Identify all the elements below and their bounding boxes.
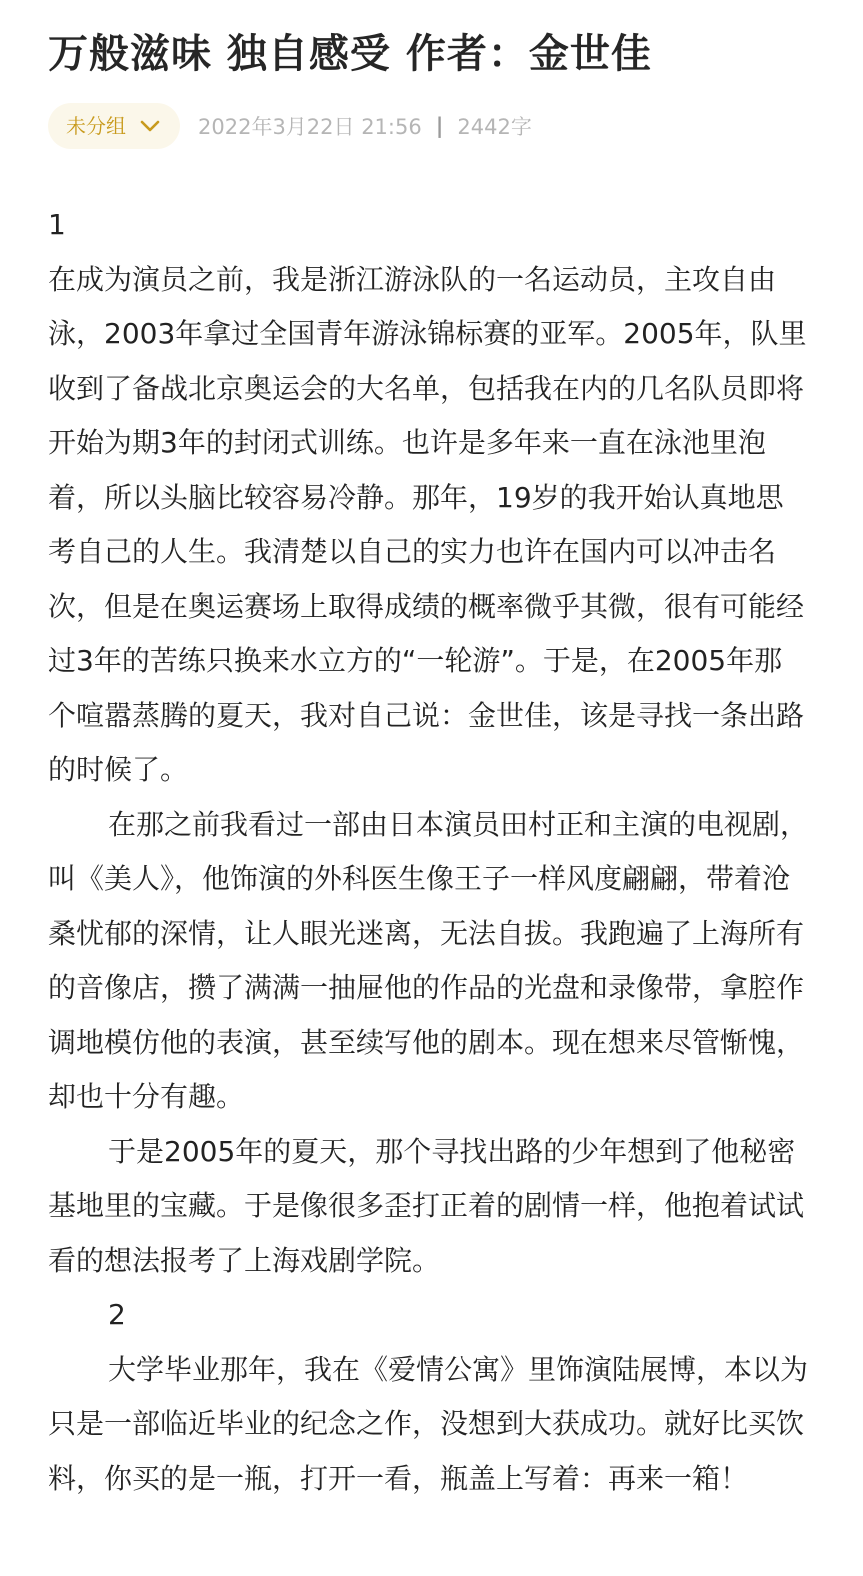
paragraph: 在那之前我看过一部由日本演员田村正和主演的电视剧，叫《美人》，他饰演的外科医生像王子一样风度翩翩，带着沧桑忧郁的深情，让人眼光迷离，无法自拔。我跑遍了上海所有的音像店，攒了满满一抽屉他的作品的光盘和录像带，拿腔作调地模仿他的表演，甚至续写他的剧本。现在想来尽管惭愧，却也十分有趣。 xyxy=(48,807,809,1113)
article-title: 万般滋味 独自感受 作者：金世佳 xyxy=(48,31,652,77)
group-label: 未分组 xyxy=(66,114,126,138)
article-date: 2022年3月22日 21:56 xyxy=(198,115,422,139)
article-body xyxy=(48,198,810,1506)
meta-info xyxy=(198,111,532,141)
section-number: 2 xyxy=(108,1298,126,1331)
group-selector[interactable] xyxy=(48,103,180,149)
word-count: 2442字 xyxy=(457,115,532,139)
article-meta xyxy=(48,103,532,149)
meta-separator: | xyxy=(435,114,444,138)
section-number: 1 xyxy=(48,208,66,241)
paragraph: 在成为演员之前，我是浙江游泳队的一名运动员，主攻自由泳，2003年拿过全国青年游泳锦标赛的亚军。2005年，队里收到了备战北京奥运会的大名单，包括我在内的几名队员即将开始为期3年的封闭式训练。也许是多年来一直在泳池里泡着，所以头脑比较容易冷静。那年，19岁的我开始认真地思考自己的人生。我清楚以自己的实力也许在国内可以冲击名次，但是在奥运赛场上取得成绩的概率微乎其微，很有可能经过3年的苦练只换来水立方的“一轮游”。于是，在2005年那个喧嚣蒸腾的夏天，我对自己说：金世佳，该是寻找一条出路的时候了。 xyxy=(48,262,807,786)
paragraph: 大学毕业那年，我在《爱情公寓》里饰演陆展博，本以为只是一部临近毕业的纪念之作，没想到大获成功。就好比买饮料，你买的是一瓶，打开一看，瓶盖上写着：再来一箱！ xyxy=(48,1352,809,1495)
chevron-down-icon xyxy=(138,114,162,138)
paragraph: 于是2005年的夏天，那个寻找出路的少年想到了他秘密基地里的宝藏。于是像很多歪打正着的剧情一样，他抱着试试看的想法报考了上海戏剧学院。 xyxy=(48,1134,805,1277)
